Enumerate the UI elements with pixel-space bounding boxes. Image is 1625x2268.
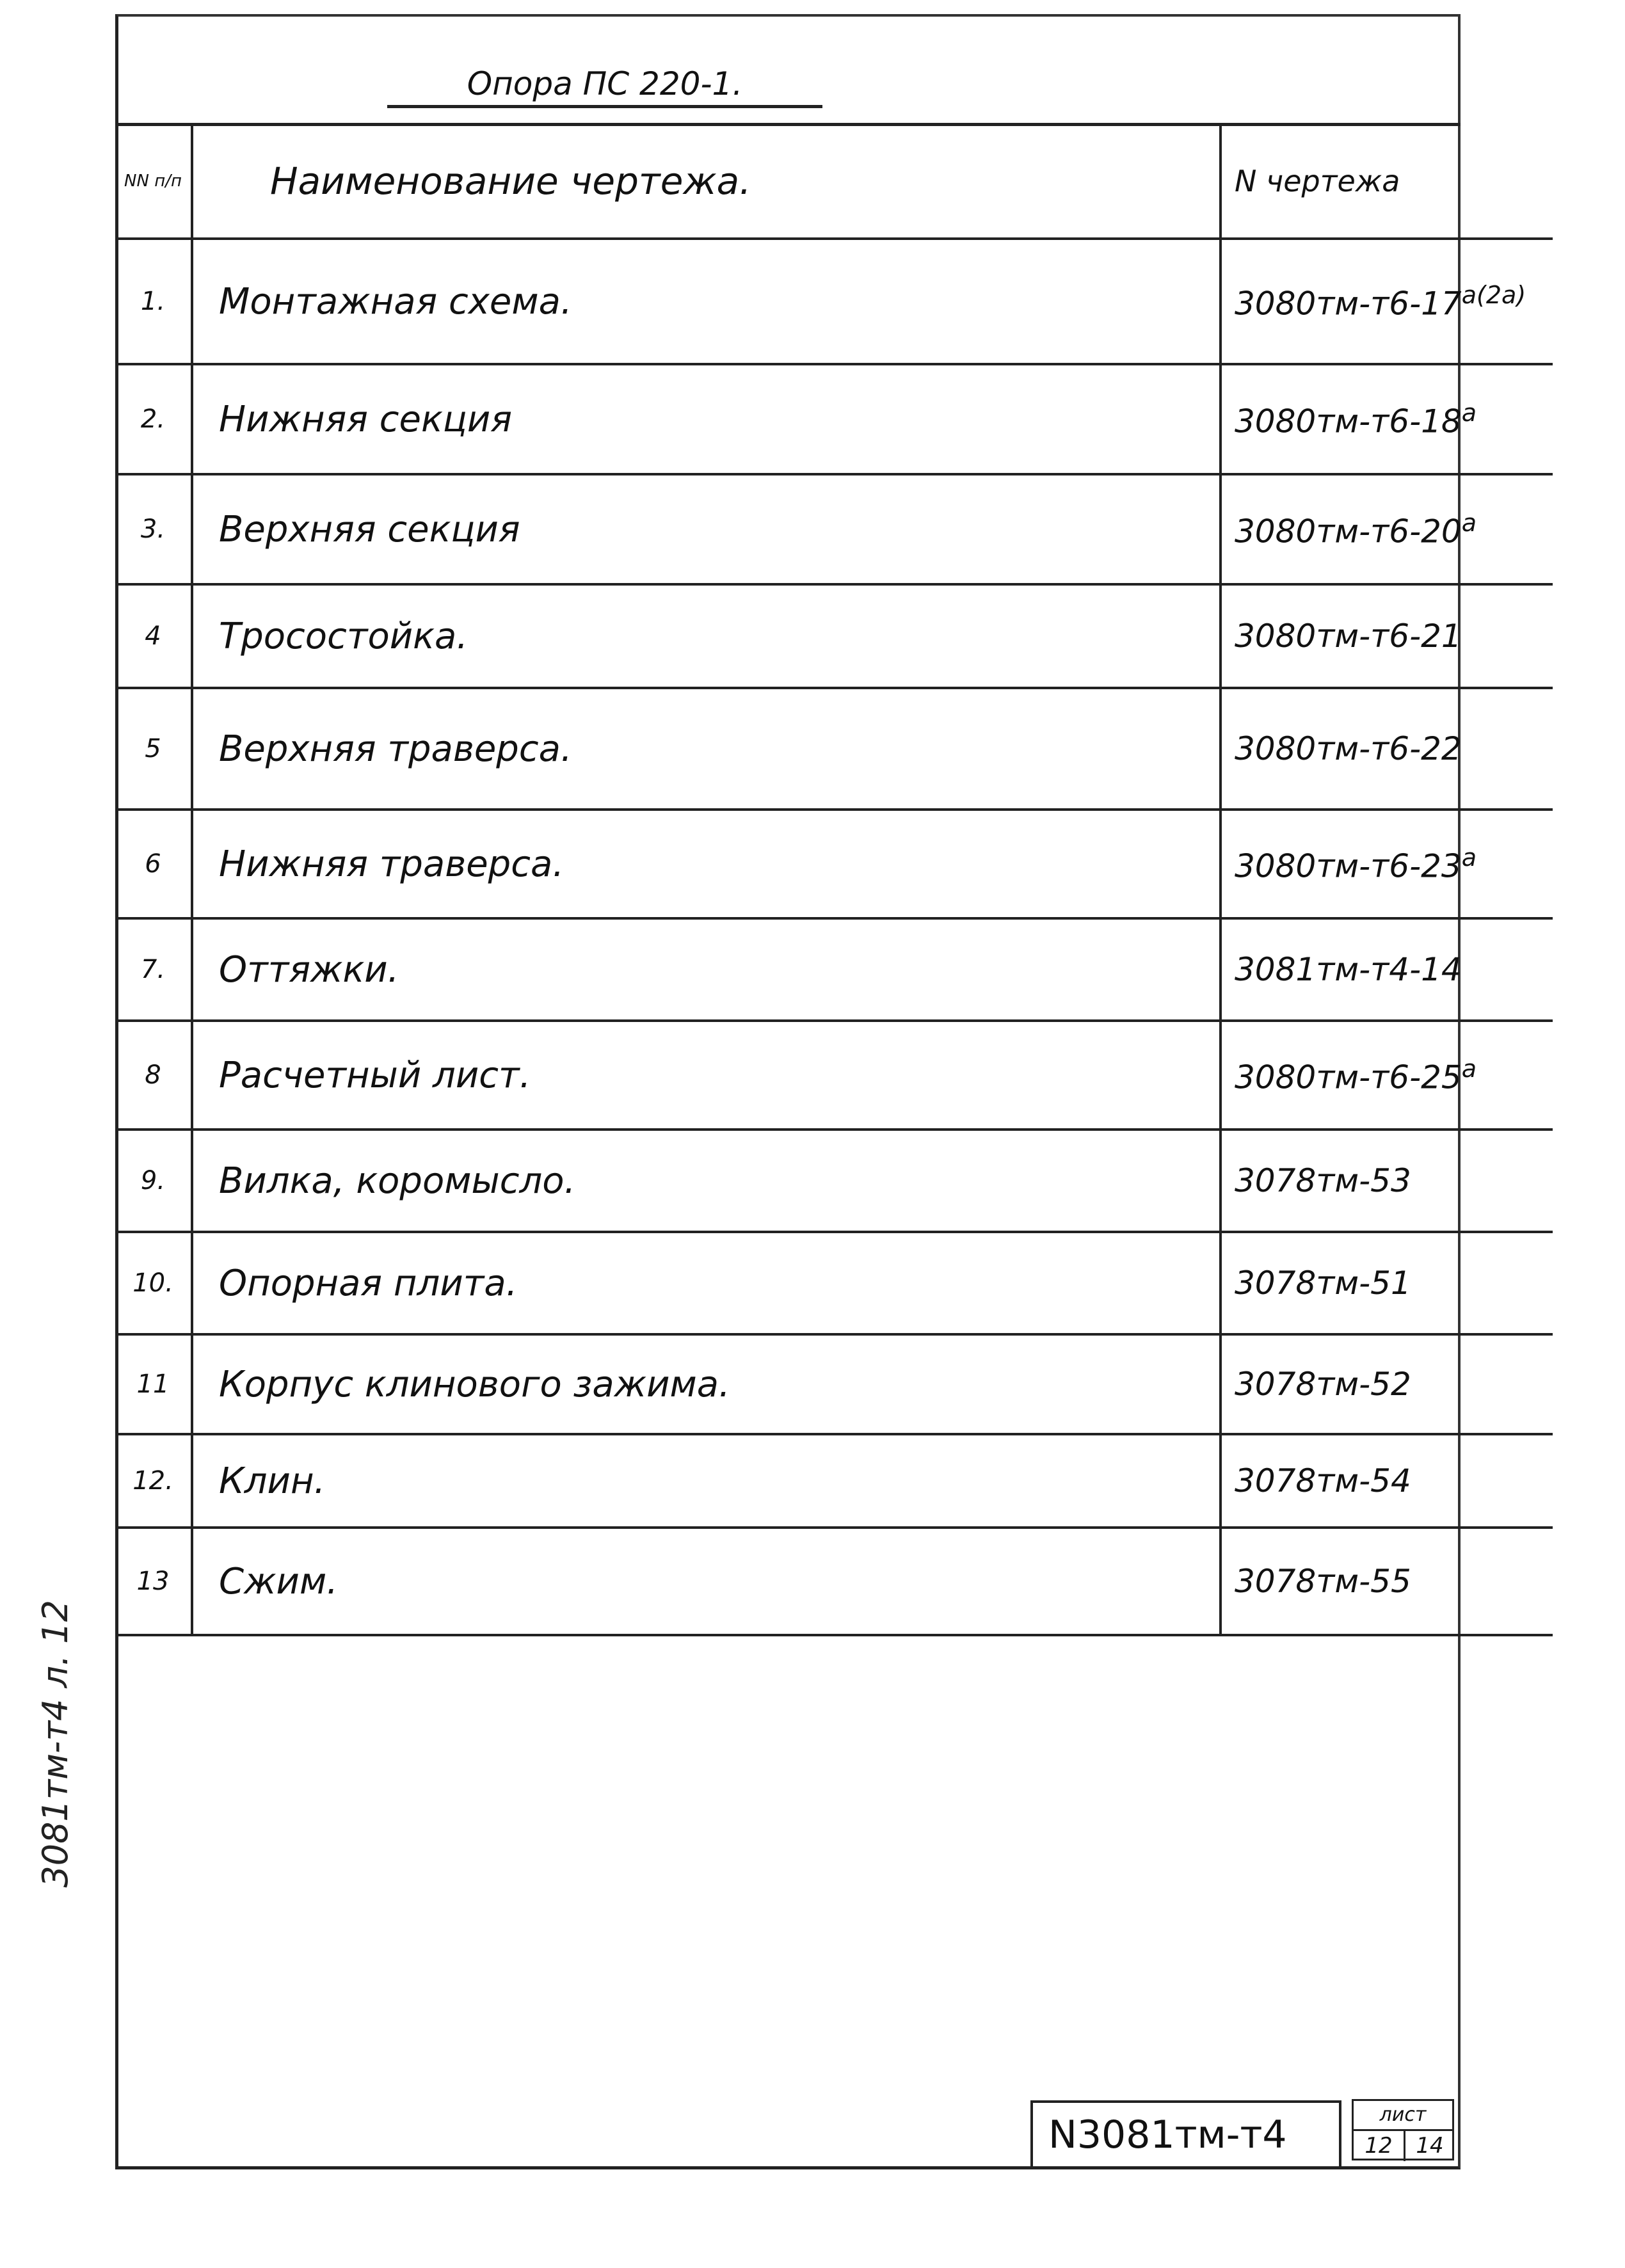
- row-number: 4: [115, 584, 192, 688]
- drawing-code: 3081тм-т4-14: [1235, 951, 1462, 988]
- drawing-name: Верхняя секция: [192, 474, 1221, 584]
- drawing-name: Верхняя траверса.: [192, 688, 1221, 810]
- drawing-code-cell: [1221, 688, 1553, 810]
- sheet-label: лист: [1354, 2101, 1452, 2131]
- sheet-total: 14: [1416, 2133, 1444, 2159]
- row-number: 13: [115, 1528, 192, 1635]
- row-number: 12.: [115, 1434, 192, 1528]
- header-name: Наименование чертежа.: [192, 125, 1221, 239]
- table-row: [115, 1232, 1553, 1334]
- drawing-code-revision: а(2а): [1461, 280, 1526, 309]
- table-row: [115, 364, 1553, 474]
- row-number: 8: [115, 1021, 192, 1130]
- drawing-name: Тросостойка.: [192, 584, 1221, 688]
- drawing-code: 3078тм-55: [1235, 1563, 1411, 1600]
- drawing-code: 3080тм-т6-22: [1235, 730, 1462, 767]
- table-row: [115, 918, 1553, 1021]
- drawings-table: [115, 125, 1553, 1636]
- drawing-code-cell: [1221, 1021, 1553, 1130]
- header-num: NN п/п: [115, 125, 192, 239]
- drawing-name: Клин.: [192, 1434, 1221, 1528]
- drawing-code-cell: [1221, 810, 1553, 918]
- drawing-code: 3080тм-т6-17: [1235, 285, 1462, 323]
- table-row: [115, 1434, 1553, 1528]
- row-number: 11: [115, 1334, 192, 1434]
- drawing-code-revision: а: [1461, 843, 1477, 872]
- drawing-name: Расчетный лист.: [192, 1021, 1221, 1130]
- drawing-code-cell: [1221, 364, 1553, 474]
- row-number: 2.: [115, 364, 192, 474]
- drawing-name: Сжим.: [192, 1528, 1221, 1635]
- table-row: [115, 474, 1553, 584]
- table-header-row: [115, 125, 1553, 239]
- drawing-name: Монтажная схема.: [192, 239, 1221, 364]
- row-number: 5: [115, 688, 192, 810]
- drawing-code: 3080тм-т6-23: [1235, 847, 1462, 885]
- table-row: [115, 1130, 1553, 1232]
- drawing-code: 3080тм-т6-21: [1235, 618, 1462, 655]
- side-margin-note: 3081тм-т4 л. 12: [35, 1600, 76, 1888]
- page-title: Опора ПС 220-1.: [387, 63, 822, 108]
- drawing-code-cell: [1221, 918, 1553, 1021]
- drawing-code-cell: [1221, 1334, 1553, 1434]
- document-number-stamp: N3081тм-т4: [1030, 2100, 1341, 2167]
- table-row: [115, 239, 1553, 364]
- drawing-name: Нижняя траверса.: [192, 810, 1221, 918]
- drawing-code-revision: а: [1461, 398, 1477, 427]
- drawing-name: Опорная плита.: [192, 1232, 1221, 1334]
- row-number: 3.: [115, 474, 192, 584]
- table-row: [115, 1021, 1553, 1130]
- table-row: [115, 1334, 1553, 1434]
- row-number: 1.: [115, 239, 192, 364]
- row-number: 7.: [115, 918, 192, 1021]
- drawing-code-cell: [1221, 1434, 1553, 1528]
- sheet-number-box: [1352, 2099, 1454, 2160]
- drawing-code-cell: [1221, 1232, 1553, 1334]
- drawing-name: Оттяжки.: [192, 918, 1221, 1021]
- drawing-code: 3080тм-т6-20: [1235, 513, 1462, 550]
- drawing-code: 3078тм-53: [1235, 1162, 1411, 1199]
- drawing-name: Нижняя секция: [192, 364, 1221, 474]
- drawing-code: 3078тм-52: [1235, 1366, 1411, 1403]
- drawing-code-cell: [1221, 474, 1553, 584]
- drawing-code-cell: [1221, 1130, 1553, 1232]
- sheet-number: 12: [1354, 2130, 1405, 2161]
- drawing-code-cell: [1221, 584, 1553, 688]
- drawing-name: Вилка, коромысло.: [192, 1130, 1221, 1232]
- drawing-code-revision: а: [1461, 508, 1477, 537]
- row-number: 6: [115, 810, 192, 918]
- drawing-name: Корпус клинового зажима.: [192, 1334, 1221, 1434]
- drawing-code-cell: [1221, 1528, 1553, 1635]
- drawing-code-revision: а: [1461, 1054, 1477, 1083]
- drawing-code: 3080тм-т6-25: [1235, 1058, 1462, 1096]
- table-row: [115, 1528, 1553, 1635]
- row-number: 9.: [115, 1130, 192, 1232]
- table-row: [115, 810, 1553, 918]
- drawing-code-cell: [1221, 239, 1553, 364]
- drawing-code: 3080тм-т6-18: [1235, 403, 1462, 440]
- header-code: N чертежа: [1221, 125, 1553, 239]
- drawing-code: 3078тм-54: [1235, 1462, 1411, 1499]
- table-row: [115, 584, 1553, 688]
- table-row: [115, 688, 1553, 810]
- drawing-code: 3078тм-51: [1235, 1265, 1411, 1302]
- row-number: 10.: [115, 1232, 192, 1334]
